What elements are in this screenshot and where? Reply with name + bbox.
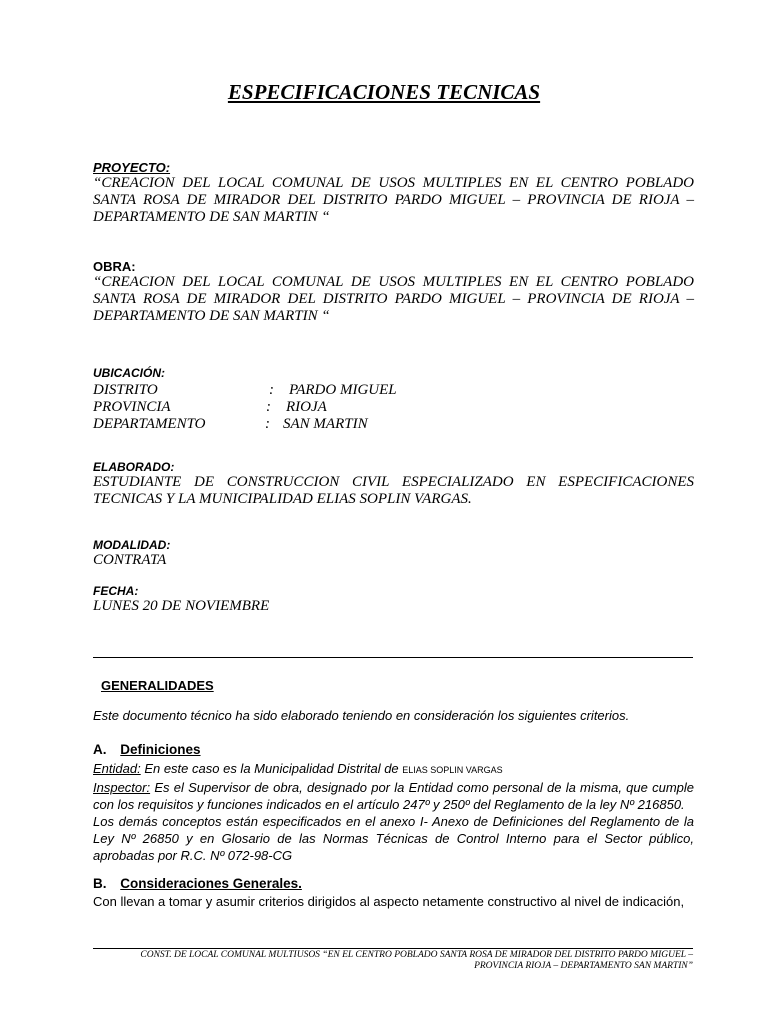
footer-line-2: PROVINCIA RIOJA – DEPARTAMENTO SAN MARTIN”	[474, 961, 693, 971]
obra-section	[93, 259, 694, 325]
ubicacion-section	[93, 366, 694, 380]
definiciones-body	[93, 760, 694, 864]
proyecto-label: PROYECTO:	[93, 160, 171, 175]
fecha-label: FECHA:	[93, 584, 139, 598]
modalidad-section	[93, 538, 694, 569]
ubicacion-value: RIOJA	[286, 399, 327, 415]
proyecto-section	[93, 160, 694, 226]
proyecto-text: “CREACION DEL LOCAL COMUNAL DE USOS MULTIPLES EN EL CENTRO POBLADO SANTA ROSA DE MIRADOR DEL DISTRITO PARDO MIGUEL – PROVINCIA DE RIOJA – DEPARTAMENTO DE SAN MARTIN “	[93, 175, 694, 225]
entidad-text: En este caso es la Municipalidad Distrital de	[140, 761, 403, 776]
modalidad-label: MODALIDAD:	[93, 538, 171, 552]
ubicacion-value: PARDO MIGUEL	[289, 382, 397, 398]
definiciones-heading	[93, 742, 201, 757]
fecha-section	[93, 584, 694, 615]
page-footer	[93, 950, 693, 972]
definiciones-heading-text: Definiciones	[120, 742, 201, 757]
obra-text: “CREACION DEL LOCAL COMUNAL DE USOS MULTIPLES EN EL CENTRO POBLADO SANTA ROSA DE MIRADOR DEL DISTRITO PARDO MIGUEL – PROVINCIA DE RIOJA – DEPARTAMENTO DE SAN MARTIN “	[93, 274, 694, 324]
entidad-name: ELIAS SOPLIN VARGAS	[402, 765, 503, 775]
consideraciones-text: Con llevan a tomar y asumir criterios dirigidos al aspecto netamente constructivo al nivel de indicación,	[93, 894, 685, 909]
inspector-term: Inspector:	[93, 780, 151, 795]
ubicacion-value: SAN MARTIN	[283, 416, 368, 432]
definiciones-letter: A.	[93, 742, 107, 757]
generalidades-intro: Este documento técnico ha sido elaborado teniendo en consideración los siguientes criterios.	[93, 708, 630, 723]
demas-conceptos-text: Los demás conceptos están especificados en el anexo I- Anexo de Definiciones del Reglamento de la Ley Nº 26850 y en Glosario de las Normas Técnicas de Control Interno para el Sector público, aprobadas por R.C. Nº 072-98-CG	[93, 814, 694, 863]
consideraciones-heading	[93, 876, 302, 891]
ubicacion-key: PROVINCIA	[93, 399, 171, 415]
inspector-definition	[93, 779, 694, 813]
ubicacion-sep: :	[265, 416, 270, 432]
entidad-definition	[93, 760, 694, 779]
consideraciones-letter: B.	[93, 876, 107, 891]
elaborado-text: ESTUDIANTE DE CONSTRUCCION CIVIL ESPECIALIZADO EN ESPECIFICACIONES TECNICAS Y LA MUNICIPALIDAD ELIAS SOPLIN VARGAS.	[93, 474, 694, 507]
elaborado-label: ELABORADO:	[93, 460, 175, 474]
ubicacion-sep: :	[266, 399, 271, 415]
ubicacion-sep: :	[269, 382, 274, 398]
elaborado-section	[93, 460, 694, 508]
section-divider	[93, 657, 693, 658]
generalidades-title: GENERALIDADES	[101, 678, 214, 693]
fecha-value: LUNES 20 DE NOVIEMBRE	[93, 598, 270, 614]
footer-line-1: CONST. DE LOCAL COMUNAL MULTIUSOS “EN EL CENTRO POBLADO SANTA ROSA DE MIRADOR DEL DISTRITO PARDO MIGUEL –	[140, 950, 693, 960]
obra-label: OBRA:	[93, 259, 136, 274]
entidad-term: Entidad:	[93, 761, 141, 776]
document-title: ESPECIFICACIONES TECNICAS	[227, 80, 541, 104]
ubicacion-label: UBICACIÓN:	[93, 366, 165, 380]
ubicacion-key: DEPARTAMENTO	[93, 416, 206, 432]
consideraciones-heading-text: Consideraciones Generales.	[120, 876, 302, 891]
ubicacion-key: DISTRITO	[93, 382, 158, 398]
inspector-text: Es el Supervisor de obra, designado por la Entidad como personal de la misma, que cumple con los requisitos y funciones indicados en el artículo 247º y 250º del Reglamento de la ley Nº 216850.	[93, 780, 694, 812]
footer-divider	[93, 948, 693, 949]
modalidad-value: CONTRATA	[93, 552, 167, 568]
